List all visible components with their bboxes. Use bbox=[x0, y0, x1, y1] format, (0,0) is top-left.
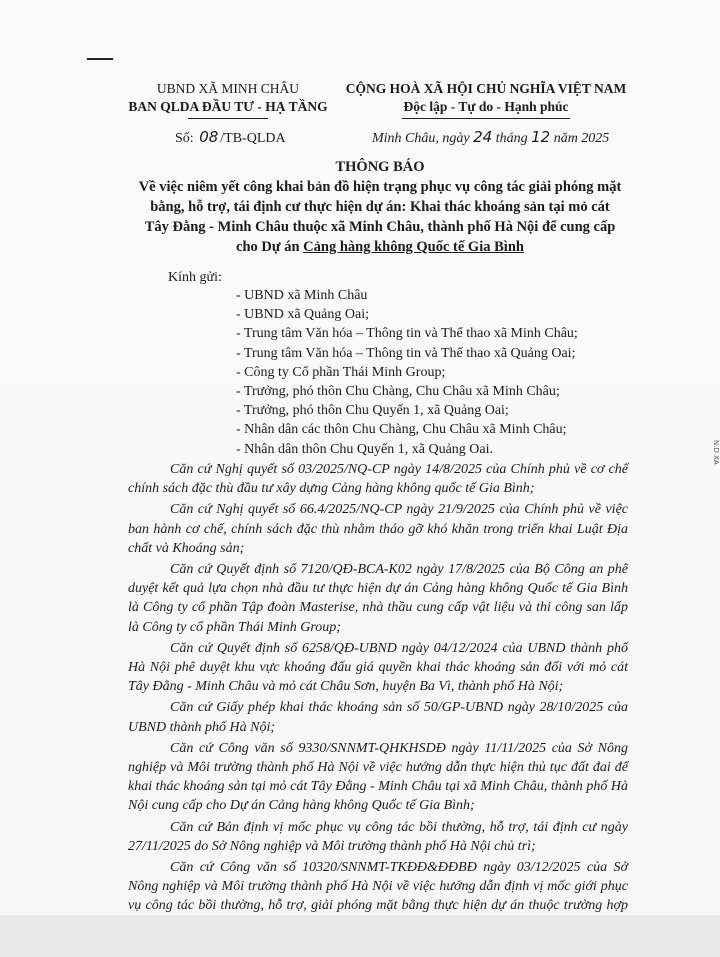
recipient-list bbox=[236, 286, 578, 459]
date-prefix: Minh Châu, ngày bbox=[372, 131, 470, 146]
legal-basis-item: Căn cứ Quyết định số 7120/QĐ-BCA-K02 ngày 17/8/2025 của Bộ Công an phê duyệt kết quả lựa chọn nhà đầu tư thực hiện dự án Cảng hàng không Quốc tế Gia Bình là Công ty cổ phần Tập đoàn Masterise, nhà thầu cung cấp vật liệu và thi công san lấp là Công ty cổ phần Thái Minh Group; bbox=[128, 562, 628, 635]
handwritten-mark bbox=[87, 58, 113, 60]
recipient-item: - UBND xã Minh Châu bbox=[236, 288, 368, 303]
addressee-label: Kính gửi: bbox=[168, 270, 222, 285]
recipient-item: - Trưởng, phó thôn Chu Chàng, Chu Châu xã Minh Châu; bbox=[236, 384, 560, 400]
agency-name: BAN QLDA ĐẦU TƯ - HẠ TẦNG bbox=[128, 99, 328, 114]
subject-line-4-project: Cảng hàng không Quốc tế Gia Bình bbox=[303, 239, 524, 255]
notice-subject-line-4 bbox=[100, 237, 660, 257]
agency-parent: UBND XÃ MINH CHÂU bbox=[156, 81, 300, 96]
slogan-underline bbox=[402, 118, 570, 119]
legal-basis-item: Căn cứ Nghị quyết số 03/2025/NQ-CP ngày 14/8/2025 của Chính phủ về cơ chế chính sách đặc thù đầu tư xây dựng Cảng hàng không quốc tế Gia Bình; bbox=[128, 462, 628, 497]
doc-number-handwritten: 08 bbox=[199, 128, 219, 146]
doc-number-prefix: Số: bbox=[175, 131, 194, 146]
national-motto bbox=[338, 80, 634, 119]
page-bottom-edge bbox=[0, 915, 720, 957]
recipient-item: - Công ty Cổ phần Thái Minh Group; bbox=[236, 364, 446, 380]
legal-basis bbox=[128, 460, 628, 937]
notice-subject-line-2: bằng, hỗ trợ, tái định cư thực hiện dự án: Khai thác khoáng sản tại mỏ cát bbox=[150, 199, 610, 215]
national-slogan: Độc lập - Tự do - Hạnh phúc bbox=[403, 99, 569, 114]
national-title: CỘNG HOÀ XÃ HỘI CHỦ NGHĨA VIỆT NAM bbox=[345, 81, 627, 96]
doc-number-suffix: /TB-QLDA bbox=[220, 131, 286, 146]
agency-underline bbox=[188, 118, 268, 119]
recipient-item: - Trung tâm Văn hóa – Thông tin và Thể thao xã Minh Châu; bbox=[236, 326, 578, 342]
legal-basis-item: Căn cứ Công văn số 10320/SNNMT-TKĐĐ&ĐĐBĐ ngày 03/12/2025 của Sở Nông nghiệp và Môi trường thành phố Hà Nội về việc hướng dẫn định vị mốc giới phục vụ công tác bồi thường, hỗ trợ, giải phóng mặt bằng thực hiện dự án thuộc trường hợp bbox=[128, 860, 628, 914]
date-year: năm 2025 bbox=[553, 131, 610, 146]
legal-basis-item: Căn cứ Giấy phép khai thác khoáng sản số 50/GP-UBND ngày 28/10/2025 của UBND thành phố Hà Nội; bbox=[128, 700, 628, 735]
legal-basis-item: Căn cứ Quyết định số 6258/QĐ-UBND ngày 04/12/2024 của UBND thành phố Hà Nội phê duyệt khu vực khoáng đấu giá quyền khai thác khoáng sản đối với mỏ cát Tây Đằng - Minh Châu và mỏ cát Châu Sơn, huyện Ba Vì, thành phố Hà Nội; bbox=[128, 640, 628, 695]
issuing-agency bbox=[128, 80, 328, 119]
document-number bbox=[175, 128, 286, 147]
recipient-item: - Trưởng, phó thôn Chu Quyến 1, xã Quảng Oai; bbox=[236, 403, 509, 419]
recipient-item: - Nhân dân các thôn Chu Chàng, Chu Châu xã Minh Châu; bbox=[236, 422, 567, 438]
notice-subject-line-3: Tây Đằng - Minh Châu thuộc xã Minh Châu, thành phố Hà Nội để cung cấp bbox=[144, 219, 616, 235]
date-day: 24 bbox=[473, 128, 493, 146]
legal-basis-item: Căn cứ Nghị quyết số 66.4/2025/NQ-CP ngày 21/9/2025 của Chính phủ về việc ban hành cơ chế, chính sách đặc thù nhằm tháo gỡ khó khăn trong triển khai Luật Địa chất và Khoáng sản; bbox=[128, 502, 628, 556]
date-month: 12 bbox=[531, 128, 551, 146]
notice-title bbox=[100, 157, 660, 257]
recipient-item: - Nhân dân thôn Chu Quyến 1, xã Quảng Oai. bbox=[236, 441, 494, 457]
subject-line-4-prefix: cho Dự án bbox=[236, 239, 300, 255]
place-and-date bbox=[372, 128, 609, 147]
margin-stamp-fragment: N.D XÃ bbox=[712, 440, 720, 465]
date-month-label: tháng bbox=[495, 131, 528, 146]
recipient-item: - UBND xã Quảng Oai; bbox=[236, 307, 369, 323]
notice-heading: THÔNG BÁO bbox=[335, 159, 425, 175]
notice-subject-line-1: Về việc niêm yết công khai bản đồ hiện trạng phục vụ công tác giải phóng mặt bbox=[138, 179, 622, 195]
legal-basis-item: Căn cứ Công văn số 9330/SNNMT-QHKHSDĐ ngày 11/11/2025 của Sở Nông nghiệp và Môi trường thành phố Hà Nội về việc hướng dẫn thực hiện thủ tục đất đai để khai thác khoáng sản tại mỏ cát Tây Đằng - Minh Châu tại xã Minh Châu, thành phố Hà Nội cung cấp cho Dự án Cảng hàng không Quốc tế Gia Bình; bbox=[128, 740, 628, 814]
recipient-item: - Trung tâm Văn hóa – Thông tin và Thể thao xã Quảng Oai; bbox=[236, 345, 576, 361]
legal-basis-item: Căn cứ Bản định vị mốc phục vụ công tác bồi thường, hỗ trợ, tái định cư ngày 27/11/2025 do Sở Nông nghiệp và Môi trường thành phố Hà Nội chủ trì; bbox=[128, 819, 628, 854]
